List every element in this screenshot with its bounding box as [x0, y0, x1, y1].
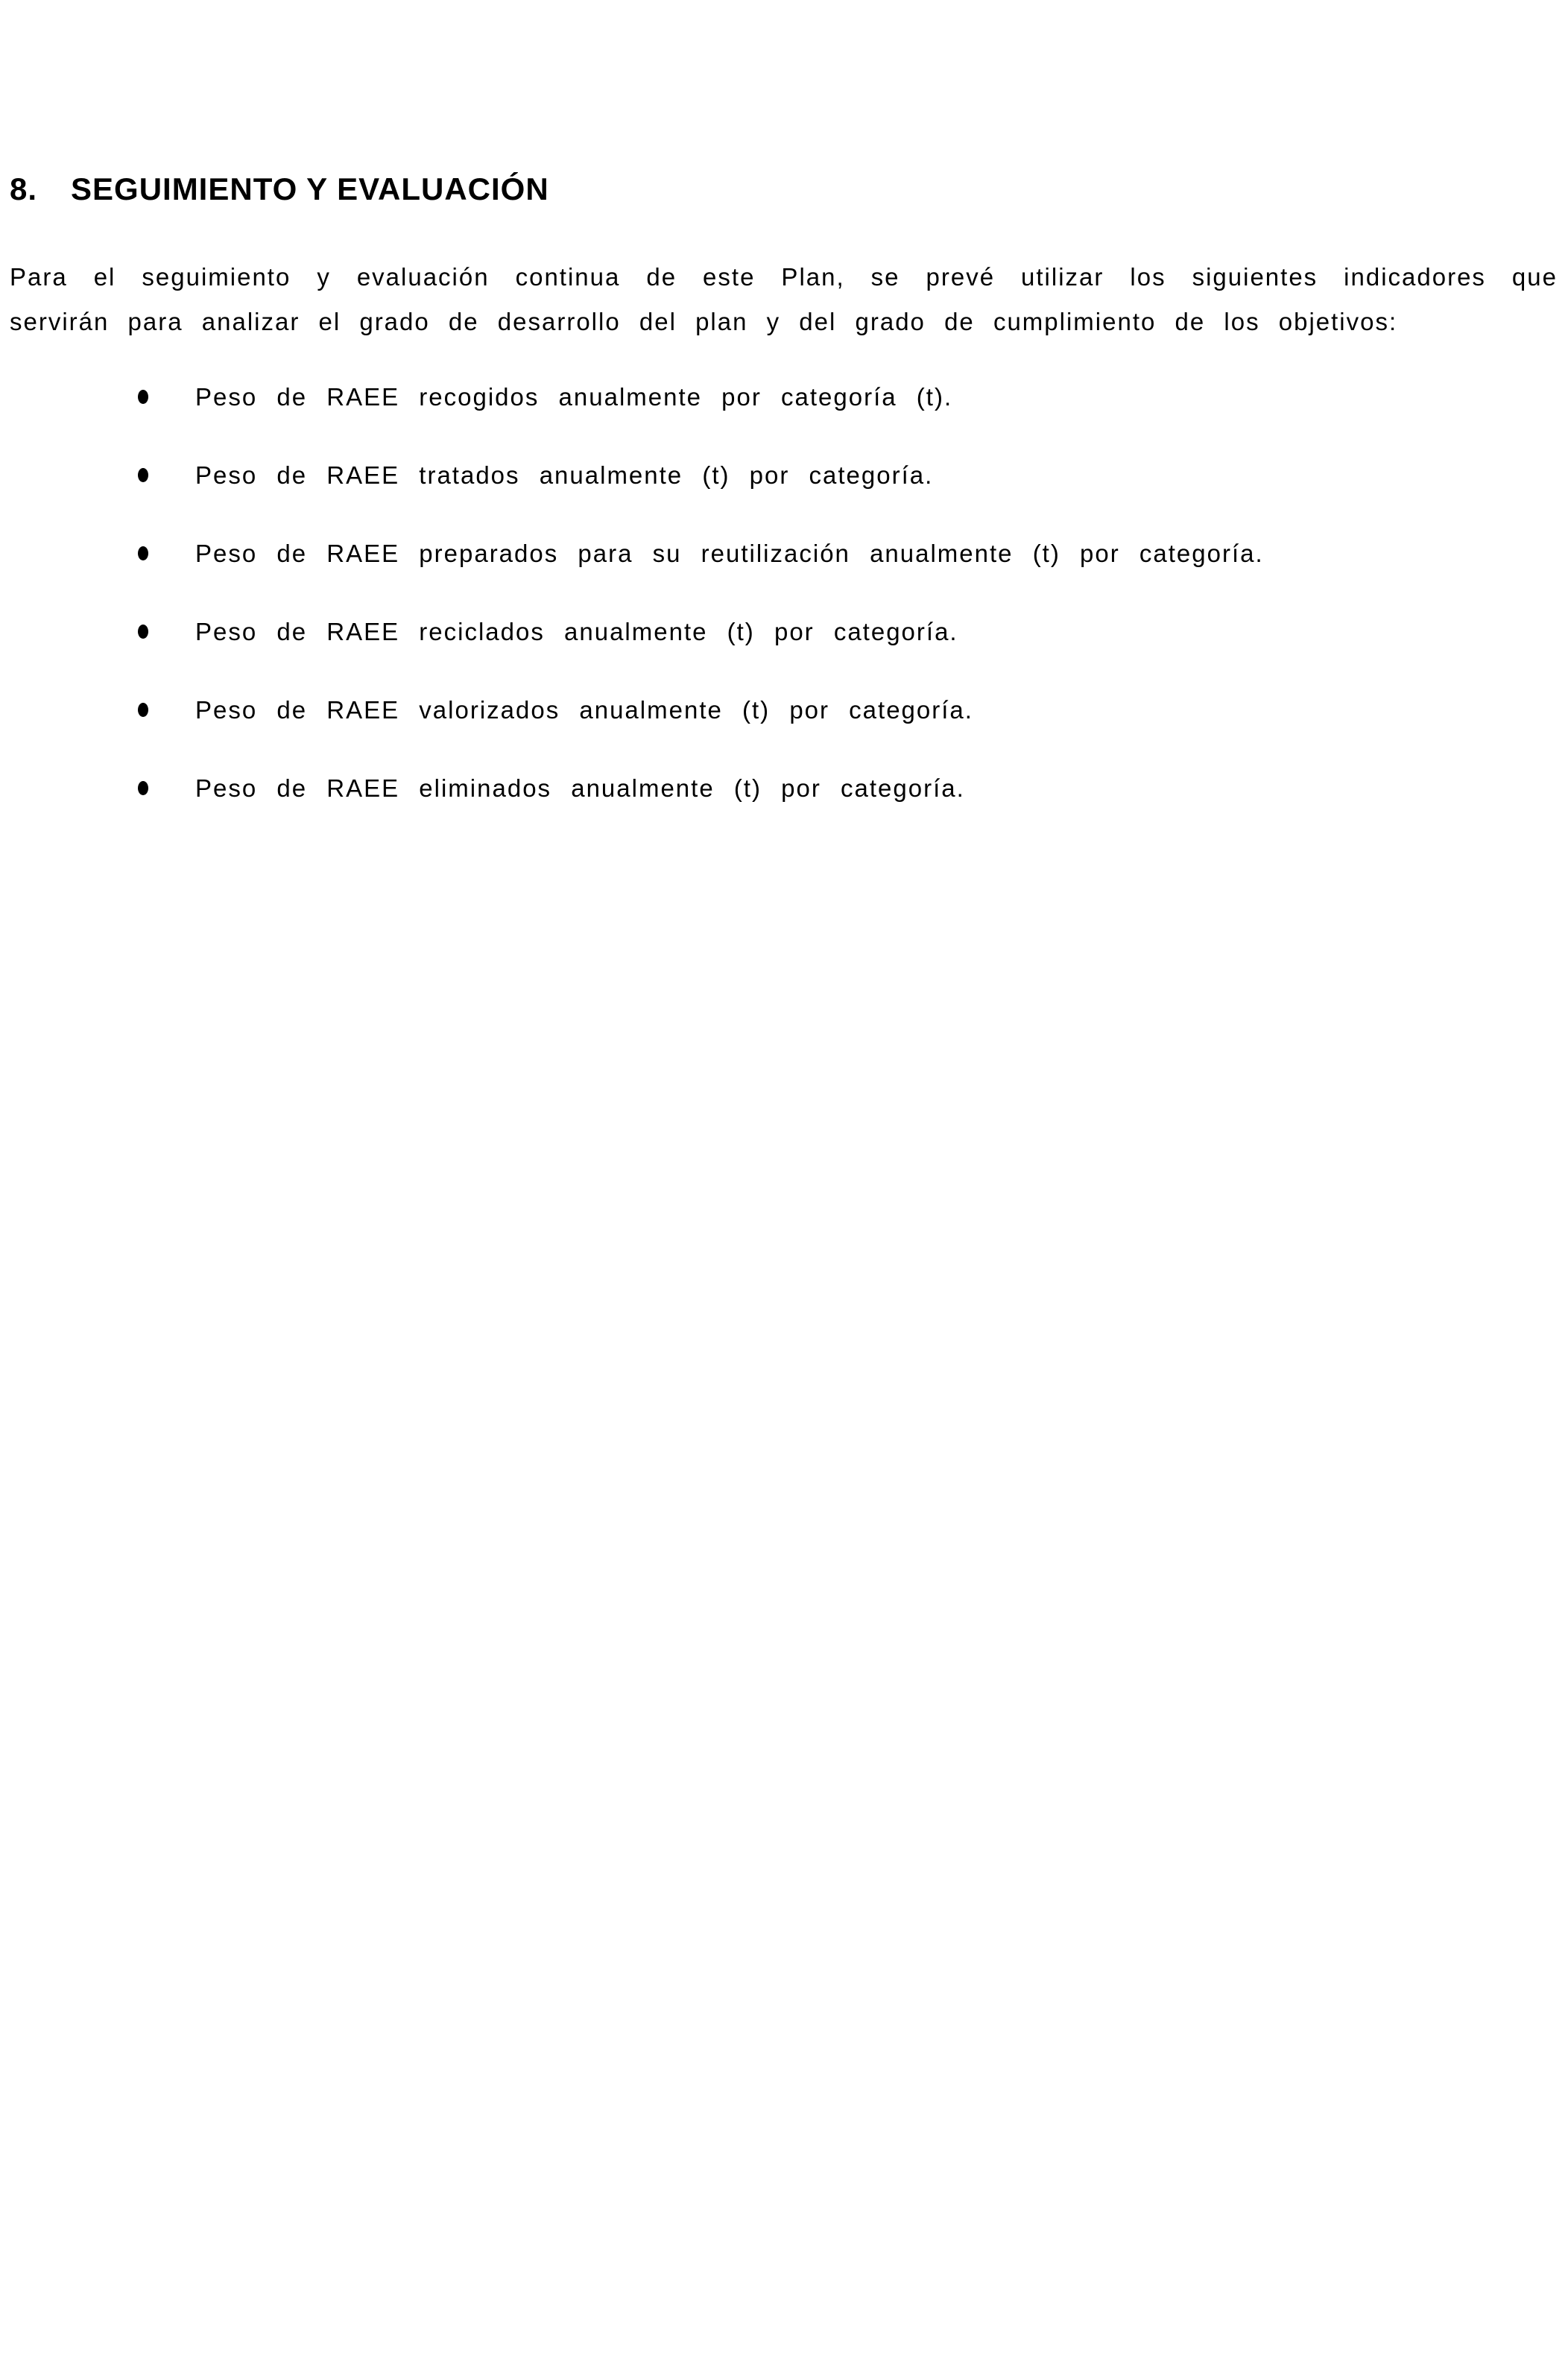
intro-paragraph: [10, 255, 1558, 344]
bullet-icon: [138, 625, 148, 639]
indicator-list: [10, 380, 1558, 806]
list-item-text: Peso de RAEE eliminados anualmente (t) por categoría.: [195, 774, 965, 803]
section-number: 8.: [10, 171, 38, 207]
list-item: [10, 615, 1558, 649]
list-item-text: Peso de RAEE preparados para su reutilización anualmente (t) por categoría.: [195, 540, 1264, 568]
bullet-icon: [138, 703, 148, 717]
bullet-icon: [138, 781, 148, 795]
list-item: [10, 771, 1558, 806]
list-item: [10, 537, 1558, 571]
list-item-text: Peso de RAEE valorizados anualmente (t) por categoría.: [195, 696, 973, 724]
bullet-icon: [138, 390, 148, 404]
list-item: [10, 693, 1558, 727]
intro-paragraph-line-2: servirán para analizar el grado de desarrollo del plan y del grado de cumplimiento de los objetivos:: [10, 308, 1398, 336]
section-heading: [10, 171, 1558, 207]
list-item: [10, 380, 1558, 414]
intro-paragraph-line-1: Para el seguimiento y evaluación continua de este Plan, se prevé utilizar los siguientes indicadores que: [10, 263, 1558, 291]
list-item-text: Peso de RAEE tratados anualmente (t) por categoría.: [195, 461, 934, 490]
list-item-text: Peso de RAEE reciclados anualmente (t) por categoría.: [195, 618, 958, 646]
section-title: SEGUIMIENTO Y EVALUACIÓN: [71, 171, 549, 207]
bullet-icon: [138, 546, 148, 560]
list-item-text: Peso de RAEE recogidos anualmente por categoría (t).: [195, 383, 953, 411]
list-item: [10, 458, 1558, 493]
bullet-icon: [138, 468, 148, 482]
